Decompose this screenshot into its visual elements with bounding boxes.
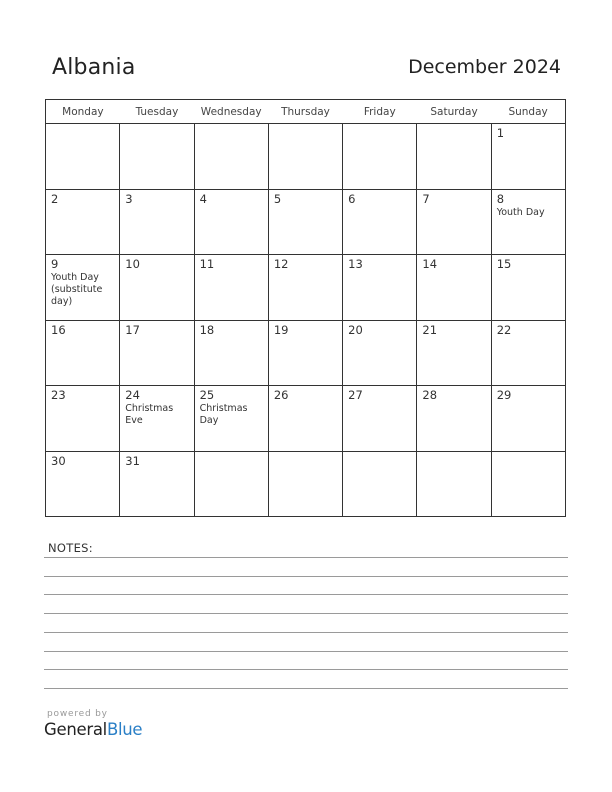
notes-line — [44, 688, 568, 689]
day-cell — [268, 189, 342, 255]
day-cell — [268, 386, 342, 452]
day-cell — [46, 189, 120, 255]
day-cell — [120, 386, 194, 452]
day-cell — [491, 451, 565, 517]
week-row — [46, 386, 566, 452]
day-number: 24 — [125, 388, 140, 402]
calendar-grid — [45, 99, 566, 517]
day-number: 26 — [273, 388, 289, 402]
weekday-tuesday: Tuesday — [120, 100, 194, 124]
day-number: 7 — [422, 191, 430, 206]
day-cell — [46, 451, 120, 517]
day-number: 29 — [496, 388, 512, 402]
day-cell — [491, 124, 565, 190]
calendar-body — [46, 124, 566, 517]
notes-line — [44, 613, 568, 614]
day-number: 23 — [51, 388, 66, 402]
notes-line — [44, 576, 568, 577]
day-number: 15 — [496, 257, 512, 271]
day-number: 6 — [348, 191, 356, 206]
day-number: 18 — [199, 322, 215, 337]
notes-label: NOTES: — [48, 541, 93, 555]
day-cell — [194, 386, 268, 452]
day-cell — [343, 189, 417, 255]
day-cell — [46, 255, 120, 321]
day-cell — [120, 124, 194, 190]
day-cell — [417, 124, 491, 190]
weekday-thursday: Thursday — [268, 100, 342, 124]
weekday-saturday: Saturday — [417, 100, 491, 124]
day-cell — [343, 124, 417, 190]
day-cell — [194, 124, 268, 190]
country-title: Albania — [52, 55, 136, 80]
weekday-sunday: Sunday — [491, 100, 565, 124]
day-cell — [268, 124, 342, 190]
week-row — [46, 189, 566, 255]
day-cell — [417, 386, 491, 452]
day-cell — [46, 320, 120, 386]
day-cell — [491, 255, 565, 321]
day-number: 14 — [422, 257, 438, 271]
day-cell — [194, 320, 268, 386]
notes-line — [44, 669, 568, 670]
day-cell — [417, 255, 491, 321]
day-number: 30 — [51, 453, 66, 468]
day-number: 5 — [273, 191, 282, 206]
day-cell — [417, 189, 491, 255]
weekday-header-row — [46, 100, 566, 124]
day-cell — [491, 189, 565, 255]
day-number: 27 — [348, 388, 363, 402]
day-cell — [417, 320, 491, 386]
day-cell — [343, 255, 417, 321]
month-year-title: December 2024 — [408, 56, 561, 78]
day-cell — [268, 320, 342, 386]
weekday-wednesday: Wednesday — [194, 100, 268, 124]
day-number: 31 — [125, 453, 140, 468]
day-number: 3 — [125, 191, 133, 206]
day-number: 22 — [496, 322, 512, 337]
holiday-label: Christmas Eve — [125, 403, 174, 426]
powered-by-text: powered by — [47, 709, 108, 719]
day-cell — [120, 255, 194, 321]
generalblue-logo[interactable] — [44, 720, 142, 739]
notes-line — [44, 594, 568, 595]
day-cell — [491, 386, 565, 452]
day-number: 28 — [422, 388, 438, 402]
day-cell — [120, 320, 194, 386]
day-number: 10 — [125, 257, 140, 271]
day-number: 17 — [125, 322, 140, 337]
day-number: 4 — [199, 191, 207, 206]
day-number: 1 — [496, 126, 505, 140]
day-cell — [194, 189, 268, 255]
holiday-label: Youth Day (substitute day) — [51, 272, 103, 307]
day-cell — [46, 124, 120, 190]
day-number: 19 — [273, 322, 289, 337]
holiday-label: Youth Day — [496, 206, 545, 218]
week-row — [46, 124, 566, 190]
logo-blue-text: Blue — [106, 720, 143, 739]
day-number: 25 — [199, 388, 215, 402]
day-cell — [194, 451, 268, 517]
notes-line — [44, 557, 568, 558]
day-number: 12 — [273, 257, 289, 271]
day-number: 2 — [51, 191, 59, 206]
week-row — [46, 451, 566, 517]
day-cell — [491, 320, 565, 386]
weekday-friday: Friday — [343, 100, 417, 124]
day-cell — [343, 451, 417, 517]
day-cell — [46, 386, 120, 452]
weekday-monday: Monday — [46, 100, 120, 124]
day-number: 9 — [51, 257, 59, 271]
logo-general-text: General — [44, 720, 107, 739]
day-cell — [268, 255, 342, 321]
holiday-label: Christmas Day — [199, 403, 248, 426]
notes-line — [44, 651, 568, 652]
day-cell — [417, 451, 491, 517]
day-cell — [268, 451, 342, 517]
week-row — [46, 255, 566, 321]
week-row — [46, 320, 566, 386]
day-number: 20 — [348, 322, 363, 337]
day-cell — [120, 451, 194, 517]
day-number: 11 — [199, 257, 215, 271]
day-cell — [343, 320, 417, 386]
day-cell — [194, 255, 268, 321]
notes-line — [44, 632, 568, 633]
day-number: 21 — [422, 322, 438, 337]
day-number: 8 — [496, 191, 505, 206]
day-number: 16 — [51, 322, 66, 337]
day-number: 13 — [348, 257, 363, 271]
day-cell — [343, 386, 417, 452]
day-cell — [120, 189, 194, 255]
